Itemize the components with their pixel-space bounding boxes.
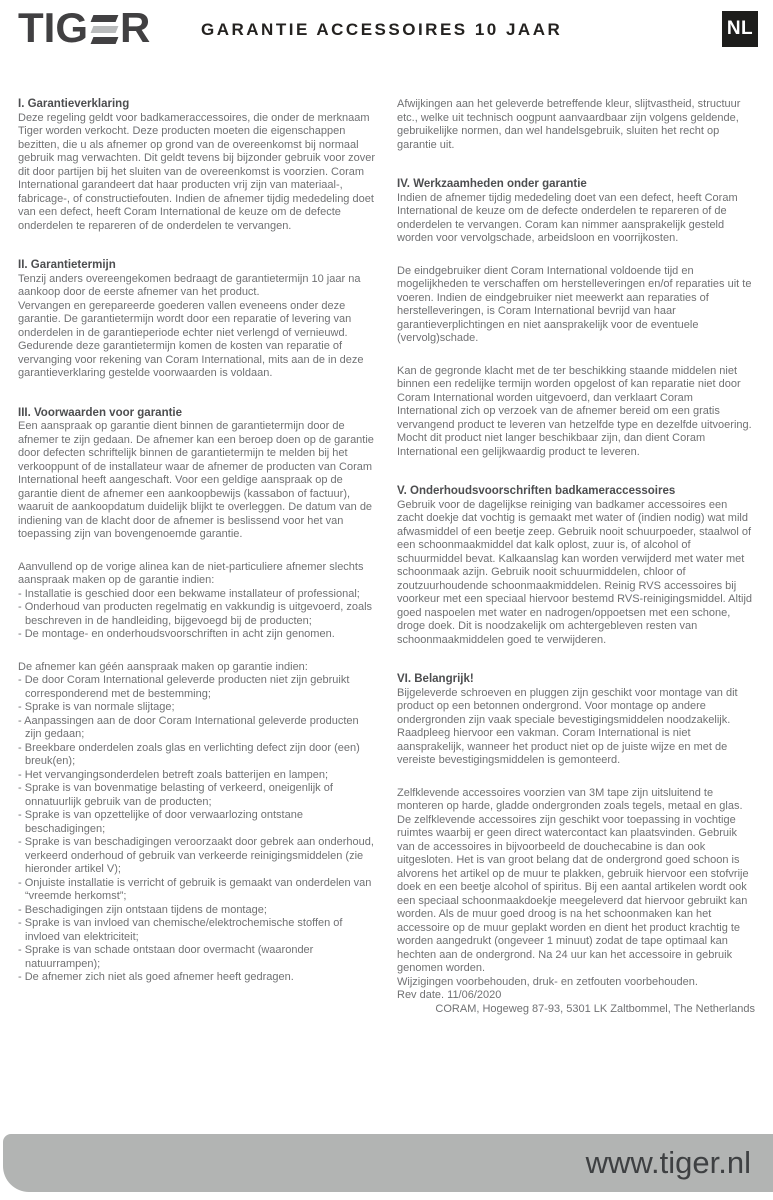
conditions-list xyxy=(18,588,376,642)
section-heading-4: IV. Werkzaamheden onder garantie xyxy=(397,178,587,190)
paragraph: De eindgebruiker dient Coram International voldoende tijd en mogelijkheden te verschaffen om herstelleveringen en/of reparaties uit te voeren. Indien de eindgebruiker niet meewerkt aan reparaties of herstelleveringen, is Coram International bevrijd van haar garantieverplichtingen en niet aansprakelijk voor de eventuele (vervolg)schade. xyxy=(397,264,752,344)
footer-bar xyxy=(3,1134,773,1192)
right-column xyxy=(397,98,755,1016)
list-item: - Sprake is van beschadigingen veroorzaakt door gebrek aan onderhoud, verkeerd onderhoud of gebruik van verkeerde reinigingsmiddelen (zie hieronder artikel V); xyxy=(18,836,376,877)
paragraph: Vervangen en gerepareerde goederen vallen eveneens onder deze garantie. De garantietermijn wordt door een reparatie of levering van onderdelen in de garantieperiode echter niet verlengd of vernieuwd. xyxy=(18,299,352,339)
list-item: - Sprake is van invloed van chemische/elektrochemische stoffen of invloed van elektriciteit; xyxy=(18,917,376,944)
paragraph: Deze regeling geldt voor badkameraccessoires, die onder de merknaam Tiger worden verkocht. Deze producten moeten die eigenschappen bezitten, die u als afnemer op grond van de overeenkomst bij normaal gebruik mag verwachten. Dit geldt tevens bij bijzonder gebruik voor zover dit door partijen bij het sluiten van de overeenkomst is voorzien. Coram International garandeert dat haar producten vrij zijn van materiaal-, fabricage-, of constructiefouten. Indien de afnemer tijdig mededeling doet van een defect, heeft Coram International de keuze om de defecte onderdelen te repareren of de onderdelen te vervangen. xyxy=(18,111,376,232)
paragraph: Bijgeleverde schroeven en pluggen zijn geschikt voor montage van dit product op een betonnen ondergrond. Voor montage op andere ondergronden zijn vaak speciale bevestigingsmiddelen noodzakelijk. Raadpleeg hiervoor een vakman. Coram International is niet aansprakelijk, wanneer het product niet op de juiste wijze en met de vereiste bevestigingsmiddelen is gemonteerd. xyxy=(397,686,738,766)
tiger-logo-e-icon xyxy=(92,14,117,45)
website-url: www.tiger.nl xyxy=(585,1145,751,1180)
section-heading-2: II. Garantietermijn xyxy=(18,259,116,271)
list-intro: Aanvullend op de vorige alinea kan de niet-particuliere afnemer slechts aanspraak maken op de garantie indien: xyxy=(18,560,364,586)
disclaimer-note: Wijzigingen voorbehouden, druk- en zetfouten voorbehouden. xyxy=(397,975,698,988)
list-item: - Sprake is van bovenmatige belasting of verkeerd, oneigenlijk of onnatuurlijk gebruik van de producten; xyxy=(18,782,376,809)
list-item: - Sprake is van normale slijtage; xyxy=(18,701,376,715)
list-item: - Het vervangingsonderdelen betreft zoals batterijen en lampen; xyxy=(18,769,376,783)
list-item: - Breekbare onderdelen zoals glas en verlichting defect zijn door (een) breuk(en); xyxy=(18,742,376,769)
list-item: - Onjuiste installatie is verricht of gebruik is gemaakt van onderdelen van “vreemde herkomst”; xyxy=(18,877,376,904)
revision-date: Rev date. 11/06/2020 xyxy=(397,989,502,1001)
section-heading-3: III. Voorwaarden voor garantie xyxy=(18,406,183,419)
list-item: - Beschadigingen zijn ontstaan tijdens de montage; xyxy=(18,904,376,918)
exclusions-list xyxy=(18,674,376,985)
paragraph: Gedurende deze garantietermijn komen de kosten van reparatie of vervanging voor rekening van Coram International, mits aan de in deze garantieverklaring gestelde voorwaarden is voldaan. xyxy=(18,340,364,379)
list-intro: De afnemer kan géén aanspraak maken op garantie indien: xyxy=(18,660,308,673)
list-item: - Sprake is van schade ontstaan door overmacht (waaronder natuurrampen); xyxy=(18,944,376,971)
section-heading-5: V. Onderhoudsvoorschriften badkameraccessoires xyxy=(397,485,676,497)
paragraph: Een aanspraak op garantie dient binnen de garantietermijn door de afnemer te zijn gedaan. De afnemer kan een beroep doen op de garantie door defecten schriftelijk binnen de garantietermijn te melden bij het verkooppunt of de installateur waar de afnemer de producten van Coram International heeft aangeschaft. Voor een geldige aanspraak op de garantie dient de afnemer een aankoopbewijs (kassabon of factuur), waaruit de aankoopdatum duidelijk blijkt te overleggen. De datum van de indiening van de klacht door de afnemer is beslissend voor het van toepassing zijn van bovengenoemde garantie. xyxy=(18,420,374,540)
section-heading-1: I. Garantieverklaring xyxy=(18,98,130,110)
document-body xyxy=(0,98,773,1016)
section-heading-6: VI. Belangrijk! xyxy=(397,673,474,685)
paragraph: Indien de afnemer tijdig mededeling doet van een defect, heeft Coram International de keuze om de defecte onderdelen te repareren of de onderdelen te vervangen. Coram kan nimmer aansprakelijk gesteld worden voor vervolgschade, arbeidsloon en voorrijkosten. xyxy=(397,191,738,244)
document-header xyxy=(0,0,773,68)
paragraph: Tenzij anders overeengekomen bedraagt de garantietermijn 10 jaar na aankoop door de eerste afnemer van het product. xyxy=(18,272,361,298)
tiger-logo xyxy=(18,4,151,51)
company-address: CORAM, Hogeweg 87-93, 5301 LK Zaltbommel, The Netherlands xyxy=(435,1002,755,1015)
list-item: - Installatie is geschied door een bekwame installateur of professional; xyxy=(18,588,376,602)
paragraph: Afwijkingen aan het geleverde betreffende kleur, slijtvastheid, structuur etc., welke uit technisch oogpunt aanvaardbaar zijn volgens geldende, gebruikelijke normen, dan wel handelsgebruik, sluiten het recht op garantie uit. xyxy=(397,98,741,151)
left-column xyxy=(18,98,376,1016)
list-item: - Sprake is van opzettelijke of door verwaarlozing ontstane beschadigingen; xyxy=(18,809,376,836)
list-item: - Onderhoud van producten regelmatig en vakkundig is uitgevoerd, zoals beschreven in de handleiding, bijgevoegd bij de producten; xyxy=(18,601,376,628)
paragraph: Zelfklevende accessoires voorzien van 3M tape zijn uitsluitend te monteren op harde, gladde ondergronden zoals tegels, metaal en glas. De zelfklevende accessoires zijn geschikt voor toepassing in vochtige ruimtes waarbij er geen direct watercontact kan plaatsvinden. Gebruik van de accessoires in bijvoorbeeld de douchecabine is dan ook uitgesloten. Het is van groot belang dat de ondergrond goed schoon is alvorens het artikel op de muur te plakken, gebruik hiervoor een stofvrije doek en een beetje alcohol of spiritus. Bij een aantal artikelen wordt ook een speciaal schoonmaakdoekje meegeleverd dat hiervoor gebruikt kan worden. Als de muur goed droog is na het schoonmaken kan het accessoire op de muur geplakt worden en dient het product krachtig te worden aangedrukt (ongeveer 1 minuut) zodat de tape optimaal kan hechten aan de ondergrond. Na 24 uur kan het accessoire in gebruik genomen worden. xyxy=(397,786,749,974)
language-badge: NL xyxy=(722,11,758,47)
list-item: - De afnemer zich niet als goed afnemer heeft gedragen. xyxy=(18,971,376,985)
tiger-logo-text-tig: TIG xyxy=(18,4,88,51)
page-title: GARANTIE ACCESSOIRES 10 JAAR xyxy=(201,20,563,39)
list-item: - Aanpassingen aan de door Coram International geleverde producten zijn gedaan; xyxy=(18,715,376,742)
paragraph: Kan de gegronde klacht met de ter beschikking staande middelen niet binnen een redelijke termijn worden opgelost of kan reparatie niet door Coram International worden uitgevoerd, dan verklaart Coram International zich op verzoek van de afnemer bereid om een gratis vervangend product te leveren van hetzelfde type en dezelfde uitvoering. Mocht dit product niet langer beschikbaar zijn, dan dient Coram International een gelijkwaardig product te leveren. xyxy=(397,364,752,458)
list-item: - De door Coram International geleverde producten niet zijn gebruikt corresponderend met de bestemming; xyxy=(18,674,376,701)
paragraph: Gebruik voor de dagelijkse reiniging van badkamer accessoires een zacht doekje dat vochtig is gemaakt met water of (indien nodig) wat mild afwasmiddel of een beetje zeep. Gebruik nooit schuurpoeder, staalwol of een schoonmaakmiddel dat kalk oplost, zuur is, of alcohol of schuurmiddel bevat. Kalkaanslag kan worden verwijderd met water met schoonmaak azijn. Gebruik nooit schuurmiddelen, chloor of zoutzuurhoudende schoonmaakmiddelen. Reinig RVS accessoires bij voorkeur met een speciaal hiervoor bestemd RVS-reinigingsmiddel. Altijd goed naspoelen met water en nadrogen/oppoetsen met een schone, droge doek. Dit is noodzakelijk om achtergebleven resten van schoonmaakmiddelen goed te verwijderen. xyxy=(397,498,753,646)
tiger-logo-text-r: R xyxy=(120,4,151,51)
list-item: - De montage- en onderhoudsvoorschriften in acht zijn genomen. xyxy=(18,628,376,642)
